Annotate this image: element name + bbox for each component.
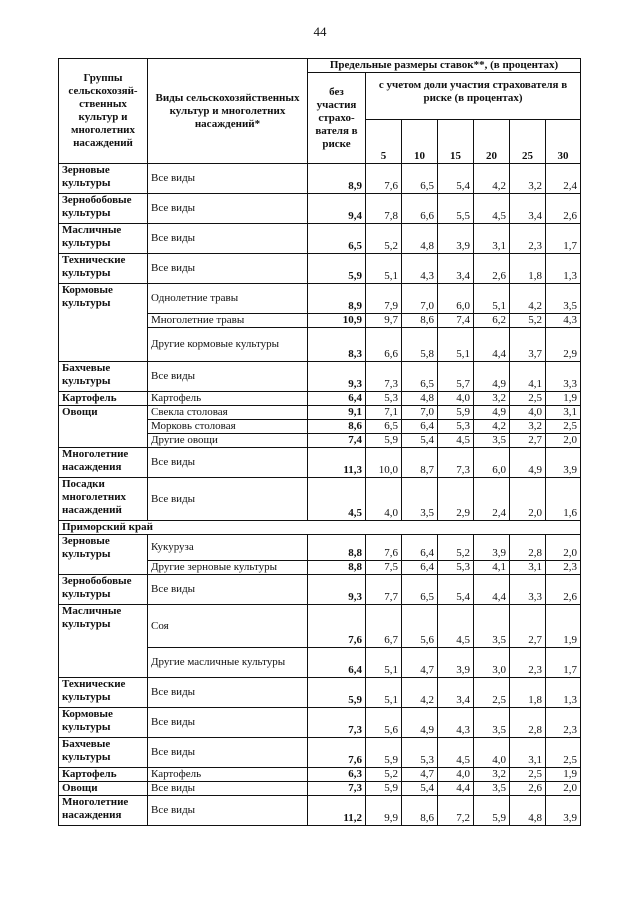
table-row	[59, 782, 581, 796]
page-number: 44	[313, 24, 327, 39]
kind-name: Все виды	[148, 678, 308, 708]
header-limit-title: Предельные размеры ставок**, (в процентах)	[308, 59, 581, 73]
rate-share: 7,2	[438, 796, 474, 826]
kind-name: Другие кормовые культуры	[148, 328, 308, 362]
rate-share: 3,1	[510, 738, 546, 768]
rate-share: 7,6	[366, 535, 402, 561]
group-name: Зернобобовые культуры	[59, 194, 148, 224]
rate-share: 4,5	[438, 605, 474, 648]
rate-base: 7,6	[308, 738, 366, 768]
rate-base: 5,9	[308, 254, 366, 284]
rate-share: 6,4	[402, 420, 438, 434]
kind-name: Все виды	[148, 254, 308, 284]
rate-share: 5,3	[366, 392, 402, 406]
rate-base: 9,1	[308, 406, 366, 420]
kind-name: Свекла столовая	[148, 406, 308, 420]
table-row	[59, 392, 581, 406]
rate-share: 5,2	[366, 768, 402, 782]
table-row	[59, 678, 581, 708]
rate-base: 11,2	[308, 796, 366, 826]
group-name: Зернобобовые культуры	[59, 575, 148, 605]
rate-share: 5,2	[438, 535, 474, 561]
group-name: Масличные культуры	[59, 605, 148, 678]
rate-share: 4,3	[402, 254, 438, 284]
rate-share: 6,0	[438, 284, 474, 314]
table-row	[59, 478, 581, 521]
rate-share: 3,3	[546, 362, 581, 392]
rate-share: 8,6	[402, 796, 438, 826]
rate-share: 9,9	[366, 796, 402, 826]
rate-share: 1,6	[546, 478, 581, 521]
kind-name: Все виды	[148, 575, 308, 605]
rate-share: 5,7	[438, 362, 474, 392]
rate-share: 5,1	[438, 328, 474, 362]
rate-share: 6,5	[402, 164, 438, 194]
rate-share: 2,6	[546, 194, 581, 224]
kind-name: Однолетние травы	[148, 284, 308, 314]
rate-share: 9,7	[366, 314, 402, 328]
table-row	[59, 708, 581, 738]
group-name: Технические культуры	[59, 254, 148, 284]
rate-share: 3,9	[438, 648, 474, 678]
rate-share: 7,9	[366, 284, 402, 314]
group-name: Кормовые культуры	[59, 708, 148, 738]
rate-share: 2,3	[510, 648, 546, 678]
header-share-15: 15	[438, 119, 474, 163]
rate-share: 3,5	[546, 284, 581, 314]
rate-share: 2,8	[510, 708, 546, 738]
rate-share: 1,9	[546, 605, 581, 648]
group-name: Масличные культуры	[59, 224, 148, 254]
rate-share: 3,5	[474, 782, 510, 796]
rate-share: 6,7	[366, 605, 402, 648]
kind-name: Другие зерновые культуры	[148, 561, 308, 575]
rate-share: 3,5	[474, 708, 510, 738]
rate-share: 7,3	[438, 448, 474, 478]
rate-share: 3,2	[474, 392, 510, 406]
rate-share: 2,4	[546, 164, 581, 194]
rate-share: 6,2	[474, 314, 510, 328]
rate-share: 2,5	[546, 420, 581, 434]
table-row	[59, 448, 581, 478]
header-share-title: с учетом доли участия страхователя в риске (в процентах)	[366, 73, 581, 120]
rate-share: 3,5	[474, 434, 510, 448]
group-name: Технические культуры	[59, 678, 148, 708]
rate-share: 2,6	[510, 782, 546, 796]
rate-share: 2,8	[510, 535, 546, 561]
rate-base: 7,4	[308, 434, 366, 448]
rate-share: 6,6	[402, 194, 438, 224]
kind-name: Все виды	[148, 224, 308, 254]
rate-base: 10,9	[308, 314, 366, 328]
table-row	[59, 224, 581, 254]
rate-share: 4,8	[510, 796, 546, 826]
rate-share: 5,4	[402, 782, 438, 796]
group-name: Картофель	[59, 392, 148, 406]
kind-name: Морковь столовая	[148, 420, 308, 434]
rate-base: 8,8	[308, 561, 366, 575]
rate-share: 5,9	[366, 434, 402, 448]
rate-share: 4,7	[402, 768, 438, 782]
rate-share: 5,1	[366, 254, 402, 284]
rate-base: 8,3	[308, 328, 366, 362]
rate-base: 8,8	[308, 535, 366, 561]
rate-share: 8,7	[402, 448, 438, 478]
rate-share: 1,7	[546, 224, 581, 254]
table-row	[59, 575, 581, 605]
rate-share: 5,1	[366, 648, 402, 678]
kind-name: Соя	[148, 605, 308, 648]
rate-base: 8,6	[308, 420, 366, 434]
header-group: Группы сельскохозяй-ственных культур и многолетних насаждений	[59, 59, 148, 164]
table-row	[59, 406, 581, 420]
rate-share: 4,9	[402, 708, 438, 738]
rate-share: 4,4	[474, 575, 510, 605]
rate-share: 4,8	[402, 224, 438, 254]
kind-name: Все виды	[148, 164, 308, 194]
group-name: Многолетние насаждения	[59, 448, 148, 478]
header-kind: Виды сельскохозяйственных культур и многолетних насаждений*	[148, 59, 308, 164]
rate-share: 5,4	[438, 575, 474, 605]
table-row	[59, 796, 581, 826]
rate-base: 11,3	[308, 448, 366, 478]
rate-share: 3,9	[546, 796, 581, 826]
rate-share: 6,4	[402, 535, 438, 561]
group-name: Зерновые культуры	[59, 535, 148, 575]
rate-share: 2,6	[546, 575, 581, 605]
rate-share: 3,1	[546, 406, 581, 420]
rate-share: 5,3	[438, 420, 474, 434]
rate-share: 10,0	[366, 448, 402, 478]
rate-share: 3,2	[474, 768, 510, 782]
rate-share: 5,5	[438, 194, 474, 224]
header-share-10: 10	[402, 119, 438, 163]
rate-share: 7,3	[366, 362, 402, 392]
rate-share: 7,1	[366, 406, 402, 420]
rate-share: 4,2	[474, 420, 510, 434]
kind-name: Картофель	[148, 392, 308, 406]
rate-share: 5,9	[474, 796, 510, 826]
rate-share: 4,3	[438, 708, 474, 738]
rate-share: 4,9	[474, 362, 510, 392]
rate-share: 5,8	[402, 328, 438, 362]
rate-share: 7,0	[402, 406, 438, 420]
rate-share: 4,7	[402, 648, 438, 678]
rate-share: 4,1	[510, 362, 546, 392]
rate-base: 8,9	[308, 284, 366, 314]
group-name: Кормовые культуры	[59, 284, 148, 362]
kind-name: Многолетние травы	[148, 314, 308, 328]
rate-share: 7,4	[438, 314, 474, 328]
group-name: Овощи	[59, 782, 148, 796]
rate-share: 4,4	[474, 328, 510, 362]
rate-share: 6,5	[402, 575, 438, 605]
rate-base: 9,3	[308, 362, 366, 392]
kind-name: Все виды	[148, 362, 308, 392]
header-base: без участия страхо-вателя в риске	[308, 73, 366, 164]
rate-share: 4,5	[438, 434, 474, 448]
rate-share: 4,9	[510, 448, 546, 478]
rate-base: 6,3	[308, 768, 366, 782]
rate-share: 5,6	[402, 605, 438, 648]
header-share-25: 25	[510, 119, 546, 163]
rate-share: 3,9	[474, 535, 510, 561]
group-name: Бахчевые культуры	[59, 738, 148, 768]
rate-share: 2,0	[510, 478, 546, 521]
rate-share: 8,6	[402, 314, 438, 328]
group-name: Посадки многолетних насаждений	[59, 478, 148, 521]
rate-share: 5,9	[438, 406, 474, 420]
rate-share: 6,4	[402, 561, 438, 575]
rate-share: 2,6	[474, 254, 510, 284]
rate-share: 4,0	[510, 406, 546, 420]
rate-base: 7,6	[308, 605, 366, 648]
kind-name: Все виды	[148, 796, 308, 826]
rate-base: 5,9	[308, 678, 366, 708]
region-row	[59, 521, 581, 535]
rate-share: 7,7	[366, 575, 402, 605]
rate-share: 1,8	[510, 254, 546, 284]
rate-share: 4,0	[438, 768, 474, 782]
rate-share: 2,0	[546, 535, 581, 561]
rate-base: 8,9	[308, 164, 366, 194]
rate-share: 1,3	[546, 254, 581, 284]
table-row	[59, 362, 581, 392]
rate-share: 5,4	[438, 164, 474, 194]
rate-share: 1,9	[546, 392, 581, 406]
rate-share: 5,6	[366, 708, 402, 738]
header-share-5: 5	[366, 119, 402, 163]
rate-share: 4,5	[438, 738, 474, 768]
rate-share: 5,2	[510, 314, 546, 328]
rate-share: 2,5	[474, 678, 510, 708]
rate-share: 2,7	[510, 434, 546, 448]
rate-share: 6,0	[474, 448, 510, 478]
rate-share: 5,2	[366, 224, 402, 254]
rate-base: 6,4	[308, 392, 366, 406]
kind-name: Другие масличные культуры	[148, 648, 308, 678]
rate-share: 3,7	[510, 328, 546, 362]
rate-share: 2,3	[510, 224, 546, 254]
rate-base: 7,3	[308, 708, 366, 738]
rate-base: 9,3	[308, 575, 366, 605]
region-name: Приморский край	[59, 521, 581, 535]
rate-share: 3,9	[546, 448, 581, 478]
rate-share: 5,1	[366, 678, 402, 708]
group-name: Овощи	[59, 406, 148, 448]
rate-share: 3,1	[510, 561, 546, 575]
table-row	[59, 254, 581, 284]
rate-share: 6,6	[366, 328, 402, 362]
rate-share: 1,9	[546, 768, 581, 782]
rate-share: 4,0	[366, 478, 402, 521]
rate-share: 2,3	[546, 561, 581, 575]
kind-name: Другие овощи	[148, 434, 308, 448]
rate-share: 3,2	[510, 164, 546, 194]
table-row	[59, 164, 581, 194]
kind-name: Все виды	[148, 738, 308, 768]
rate-share: 2,0	[546, 434, 581, 448]
table-row	[59, 738, 581, 768]
rate-share: 5,3	[438, 561, 474, 575]
rate-share: 1,8	[510, 678, 546, 708]
kind-name: Картофель	[148, 768, 308, 782]
rate-share: 2,7	[510, 605, 546, 648]
rate-share: 2,5	[510, 768, 546, 782]
rate-share: 5,1	[474, 284, 510, 314]
rate-share: 4,2	[402, 678, 438, 708]
rate-share: 4,8	[402, 392, 438, 406]
rate-share: 3,4	[438, 254, 474, 284]
rate-share: 3,9	[438, 224, 474, 254]
rate-base: 6,5	[308, 224, 366, 254]
table-row	[59, 284, 581, 314]
kind-name: Все виды	[148, 194, 308, 224]
rate-share: 3,3	[510, 575, 546, 605]
rate-share: 4,1	[474, 561, 510, 575]
rate-share: 3,5	[402, 478, 438, 521]
rate-base: 4,5	[308, 478, 366, 521]
group-name: Зерновые культуры	[59, 164, 148, 194]
rate-share: 3,4	[438, 678, 474, 708]
rate-share: 7,0	[402, 284, 438, 314]
kind-name: Все виды	[148, 782, 308, 796]
table-row	[59, 535, 581, 561]
table-row	[59, 605, 581, 648]
rate-share: 2,9	[438, 478, 474, 521]
rate-share: 7,5	[366, 561, 402, 575]
rate-share: 3,4	[510, 194, 546, 224]
rate-share: 7,6	[366, 164, 402, 194]
rate-share: 3,5	[474, 605, 510, 648]
rate-base: 6,4	[308, 648, 366, 678]
rate-share: 2,0	[546, 782, 581, 796]
rate-share: 4,0	[438, 392, 474, 406]
rate-share: 6,5	[402, 362, 438, 392]
rate-share: 1,3	[546, 678, 581, 708]
header-share-30: 30	[546, 119, 581, 163]
kind-name: Все виды	[148, 448, 308, 478]
kind-name: Кукуруза	[148, 535, 308, 561]
kind-name: Все виды	[148, 708, 308, 738]
rate-share: 2,4	[474, 478, 510, 521]
rate-share: 5,3	[402, 738, 438, 768]
table-row	[59, 768, 581, 782]
rate-share: 6,5	[366, 420, 402, 434]
rate-share: 4,3	[546, 314, 581, 328]
rate-share: 4,2	[510, 284, 546, 314]
rate-share: 7,8	[366, 194, 402, 224]
rate-base: 9,4	[308, 194, 366, 224]
rate-share: 3,1	[474, 224, 510, 254]
rate-share: 5,9	[366, 738, 402, 768]
rate-share: 2,3	[546, 708, 581, 738]
rate-share: 4,9	[474, 406, 510, 420]
rate-share: 5,9	[366, 782, 402, 796]
rate-share: 3,2	[510, 420, 546, 434]
rate-share: 4,2	[474, 164, 510, 194]
rate-share: 4,4	[438, 782, 474, 796]
rate-share: 3,0	[474, 648, 510, 678]
rate-share: 2,9	[546, 328, 581, 362]
group-name: Многолетние насаждения	[59, 796, 148, 826]
group-name: Бахчевые культуры	[59, 362, 148, 392]
rate-share: 1,7	[546, 648, 581, 678]
rate-share: 4,0	[474, 738, 510, 768]
rate-share: 2,5	[510, 392, 546, 406]
rate-base: 7,3	[308, 782, 366, 796]
kind-name: Все виды	[148, 478, 308, 521]
header-share-20: 20	[474, 119, 510, 163]
table-row	[59, 194, 581, 224]
rate-share: 5,4	[402, 434, 438, 448]
group-name: Картофель	[59, 768, 148, 782]
rate-share: 4,5	[474, 194, 510, 224]
rate-share: 2,5	[546, 738, 581, 768]
rates-table	[58, 58, 581, 826]
